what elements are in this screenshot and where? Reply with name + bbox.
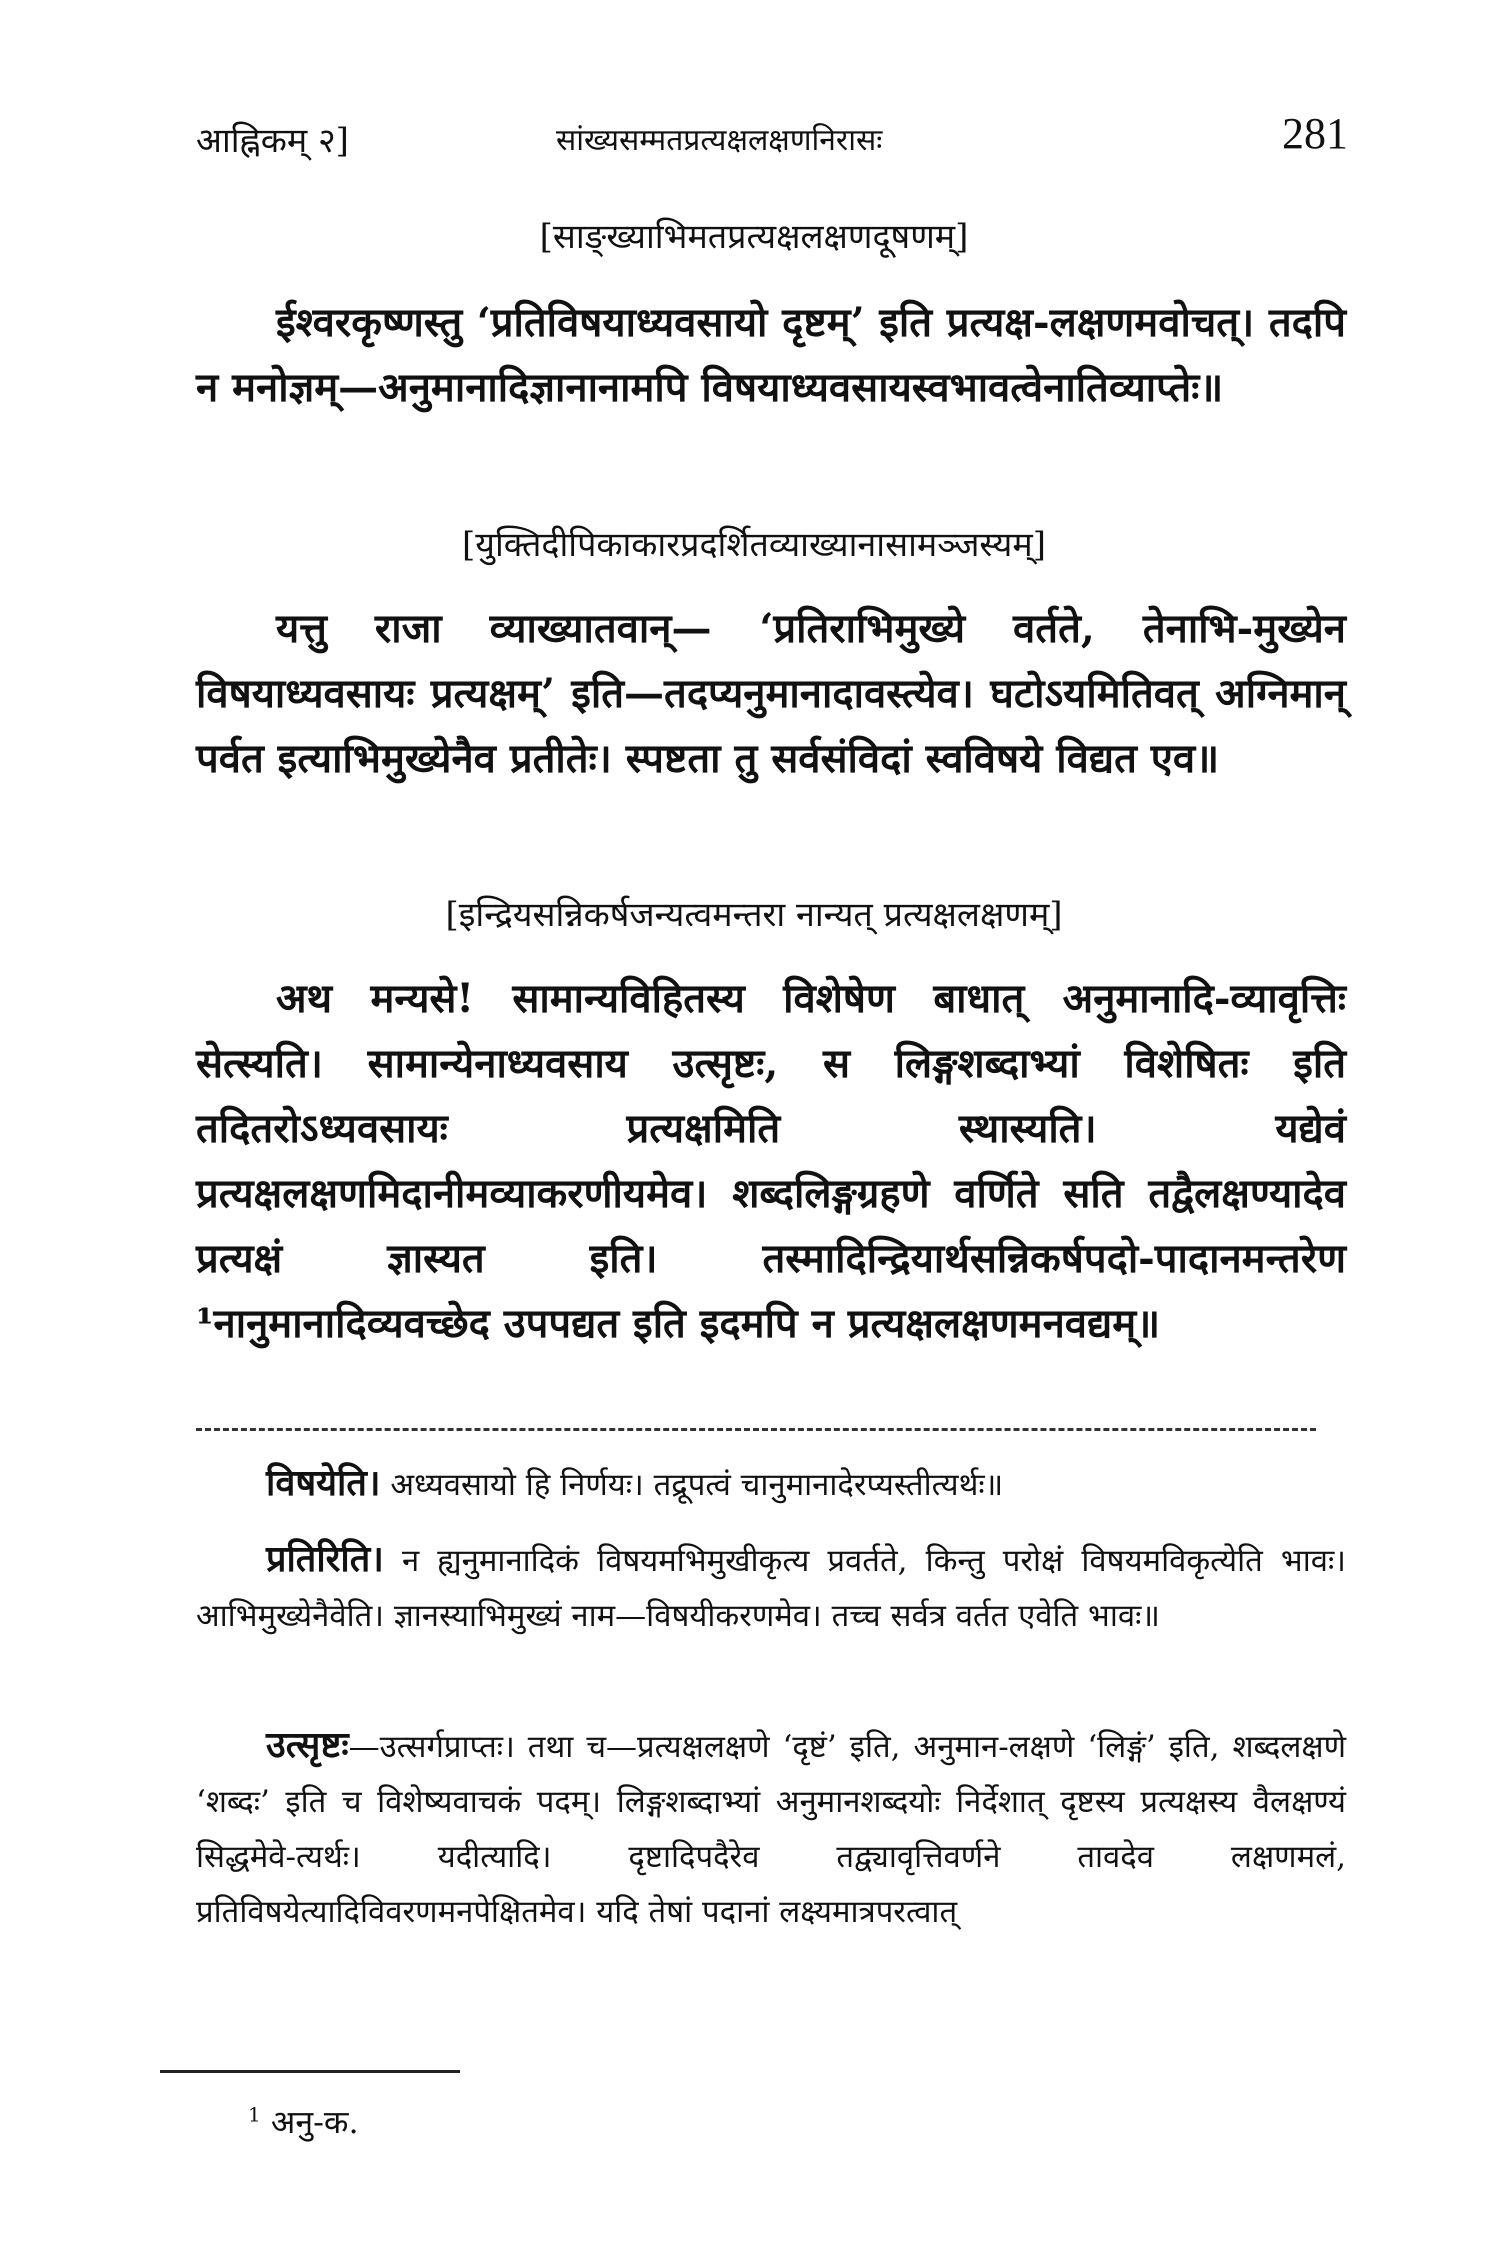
section-body-3 [196, 966, 1346, 1356]
running-head [196, 108, 1348, 168]
commentary-note-3 [196, 1718, 1346, 1940]
page-number: 281 [1282, 109, 1348, 158]
section-heading-2: [युक्तिदीपिकाकारप्रदर्शितव्याख्यानासामञ्जस्यम्] [462, 525, 1046, 565]
chapter-label: आह्निकम् २] [196, 121, 349, 161]
section-text-1: ईश्वरकृष्णस्तु ‘प्रतिविषयाध्यवसायो दृष्टम्’ इति प्रत्यक्ष-लक्षणमवोचत्। तदपि न मनोज्ञम्—अनुमानादिज्ञानानामपि विषयाध्यवसायस्वभावत्वेनातिव्याप्तेः॥ [196, 299, 1346, 411]
text-commentary-divider [196, 1428, 1316, 1431]
note-text-1: अध्यवसायो हि निर्णयः। तद्रूपत्वं चानुमानादेरप्यस्तीत्यर्थः॥ [380, 1467, 1004, 1503]
footnote-marker: 1 [248, 2102, 261, 2127]
footnote [248, 2100, 359, 2143]
note-lead-1: विषयेति। [266, 1462, 381, 1504]
footnote-rule [160, 2070, 460, 2073]
section-body-2 [196, 596, 1346, 791]
commentary-note-2 [196, 1532, 1346, 1644]
footnote-text: अनु-क. [270, 2103, 359, 2141]
note-text-2: न ह्यनुमानादिकं विषयमभिमुखीकृत्य प्रवर्तते, किन्तु परोक्षं विषयमविकृत्येति भावः। आभिमुख्येनैवेति। ज्ञानस्याभिमुख्यं नाम—विषयीकरणमेव। तच्च सर्वत्र वर्तत एवेति भावः॥ [196, 1543, 1346, 1634]
section-body-1 [196, 290, 1346, 420]
section-text-2: यत्तु राजा व्याख्यातवान्— ‘प्रतिराभिमुख्ये वर्तते, तेनाभि-मुख्येन विषयाध्यवसायः प्रत्यक्षम्’ इति—तदप्यनुमानादावस्त्येव। घटोऽयमितिवत् अग्निमान् पर्वत इत्याभिमुख्येनैव प्रतीतेः। स्पष्टता तु सर्वसंविदां स्वविषये विद्यत एव॥ [196, 605, 1346, 782]
running-title: सांख्यसम्मतप्रत्यक्षलक्षणनिरासः [556, 123, 883, 158]
commentary-note-1 [196, 1456, 1346, 1513]
section-text-3: अथ मन्यसे! सामान्यविहितस्य विशेषेण बाधात् अनुमानादि-व्यावृत्तिः सेत्स्यति। सामान्येनाध्यवसाय उत्सृष्टः, स लिङ्गशब्दाभ्यां विशेषितः इति तदितरोऽध्यवसायः प्रत्यक्षमिति स्थास्यति। यद्येवं प्रत्यक्षलक्षणमिदानीमव्याकरणीयमेव। शब्दलिङ्गग्रहणे वर्णिते सति तद्वैलक्षण्यादेव प्रत्यक्षं ज्ञास्यत इति। तस्मादिन्द्रियार्थसन्निकर्षपदो-पादानमन्तरेण ¹नानुमानादिव्यवच्छेद उपपद्यत इति इदमपि न प्रत्यक्षलक्षणमनवद्यम्॥ [196, 975, 1346, 1347]
section-heading-1: [साङ्ख्याभिमतप्रत्यक्षलक्षणदूषणम्] [539, 217, 969, 257]
note-text-3: —उत्सर्गप्राप्तः। तथा च—प्रत्यक्षलक्षणे ‘दृष्टं’ इति, अनुमान-लक्षणे ‘लिङ्गं’ इति, शब्दलक्षणे ‘शब्दः’ इति च विशेष्यवाचकं पदम्। लिङ्गशब्दाभ्यां अनुमानशब्दयोः निर्देशात् दृष्टस्य प्रत्यक्षस्य वैलक्षण्यं सिद्धमेवे-त्यर्थः। यदीत्यादि। दृष्टादिपदैरेव तद्व्यावृत्तिवर्णने तावदेव लक्षणमलं, प्रतिविषयेत्यादिविवरणमनपेक्षितमेव। यदि तेषां पदानां लक्ष्यमात्रपरत्वात् [196, 1729, 1346, 1930]
note-lead-3: उत्सृष्टः [266, 1724, 349, 1766]
note-lead-2: प्रतिरिति। [266, 1538, 384, 1580]
section-heading-3: [इन्द्रियसन्निकर्षजन्यत्वमन्तरा नान्यत् प्रत्यक्षलक्षणम्] [445, 895, 1063, 935]
